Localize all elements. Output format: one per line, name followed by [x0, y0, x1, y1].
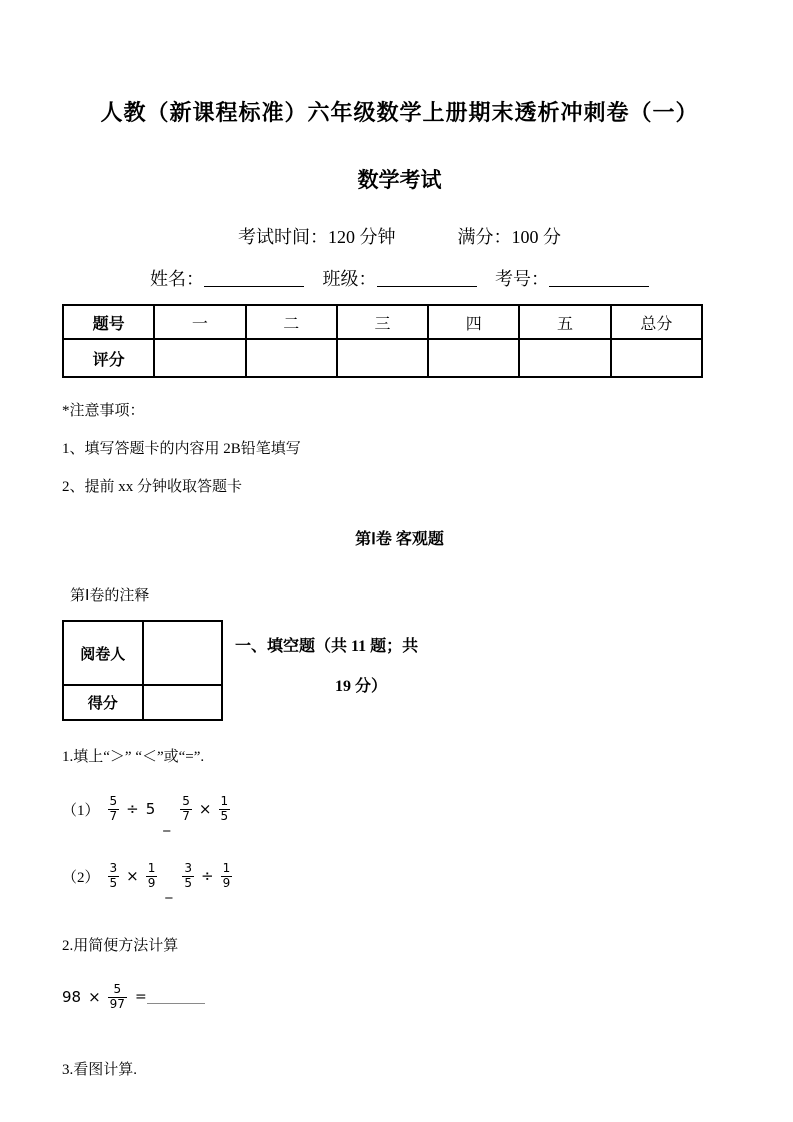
fraction: $\frac{5}{7}$ — [182, 793, 190, 823]
score-empty-cell — [337, 339, 428, 377]
question-1-part-1 — [62, 793, 737, 832]
number-term: 5 — [145, 800, 156, 818]
score-table — [62, 304, 703, 378]
grader-label-examiner: 阅卷人 — [63, 621, 143, 685]
fraction: $\frac{1}{5}$ — [220, 793, 229, 823]
grader-row-examiner — [63, 621, 222, 685]
number-term: 98 — [62, 988, 82, 1006]
score-empty-cell — [611, 339, 702, 377]
class-label: 班级： — [322, 269, 377, 289]
score-header-col-1: 一 — [154, 305, 245, 339]
grader-section — [62, 620, 737, 721]
part-label: （2） — [62, 869, 100, 886]
notes-section — [62, 399, 737, 496]
score-header-col-3: 三 — [337, 305, 428, 339]
grader-row-score — [63, 685, 222, 720]
fraction: $\frac{1}{9}$ — [222, 860, 231, 890]
grader-empty-cell — [143, 685, 223, 720]
score-row-label: 评分 — [63, 339, 154, 377]
score-table-header-row — [63, 305, 702, 339]
question-2-expression — [62, 981, 737, 1013]
score-header-col-4: 四 — [428, 305, 519, 339]
times-operator: × — [126, 867, 139, 885]
equals-sign: = — [134, 989, 147, 1005]
exam-no-blank — [549, 267, 649, 287]
name-label: 姓名： — [150, 269, 204, 289]
section-heading-line2: 19 分） — [334, 678, 387, 695]
compare-blank: _ — [163, 816, 171, 832]
grader-label-score: 得分 — [63, 685, 143, 720]
compare-blank: _ — [165, 883, 173, 899]
score-empty-cell — [428, 339, 519, 377]
score-empty-cell — [519, 339, 610, 377]
exam-subtitle: 数学考试 — [357, 168, 442, 192]
student-info-line — [62, 265, 737, 291]
question-2-text: 2.用简便方法计算 — [62, 938, 179, 954]
score-empty-cell — [246, 339, 337, 377]
times-operator: × — [88, 988, 101, 1006]
divide-operator: ÷ — [126, 800, 139, 818]
times-operator: × — [198, 800, 212, 818]
notes-item-1: 1、填写答题卡的内容用 2B铅笔填写 — [62, 441, 301, 457]
fraction: $\frac{3}{5}$ — [109, 860, 118, 890]
question-3-text: 3.看图计算. — [62, 1062, 138, 1078]
notes-title: *注意事项： — [62, 403, 145, 419]
grader-empty-cell — [143, 621, 223, 685]
notes-item-2: 2、提前 xx 分钟收取答题卡 — [62, 479, 243, 495]
class-blank — [377, 267, 477, 287]
fraction: $\frac{5}{7}$ — [109, 793, 118, 823]
name-blank — [204, 267, 304, 287]
question-1-text: 1.填上“＞” “＜”或“=”. — [62, 749, 205, 765]
score-empty-cell — [154, 339, 245, 377]
score-header-total: 总分 — [611, 305, 702, 339]
score-table-score-row — [63, 339, 702, 377]
volume-title: 第Ⅰ卷 客观题 — [355, 531, 444, 548]
fraction: $\frac{1}{9}$ — [147, 860, 156, 890]
score-header-col-2: 二 — [246, 305, 337, 339]
score-header-col-5: 五 — [519, 305, 610, 339]
grader-table — [62, 620, 223, 721]
exam-no-label: 考号： — [495, 269, 549, 289]
fraction: $\frac{3}{5}$ — [184, 860, 193, 890]
divide-operator: ÷ — [201, 867, 214, 885]
question-1-part-2 — [62, 860, 737, 899]
exam-time-text: 考试时间：120 分钟 — [238, 227, 396, 247]
volume-note: 第Ⅰ卷的注释 — [70, 588, 150, 604]
answer-blank-line — [147, 990, 205, 1004]
section-heading-line1: 一、填空题（共 11 题；共 — [235, 638, 419, 655]
page-title: 人教（新课程标准）六年级数学上册期末透析冲刺卷（一） — [100, 100, 699, 125]
fraction: $\frac{5}{97}$ — [109, 981, 125, 1011]
part-label: （1） — [62, 802, 100, 819]
exam-info-line — [62, 223, 737, 249]
full-score-text: 满分：100 分 — [457, 227, 561, 247]
score-header-question-no: 题号 — [63, 305, 154, 339]
section-heading — [235, 620, 487, 707]
